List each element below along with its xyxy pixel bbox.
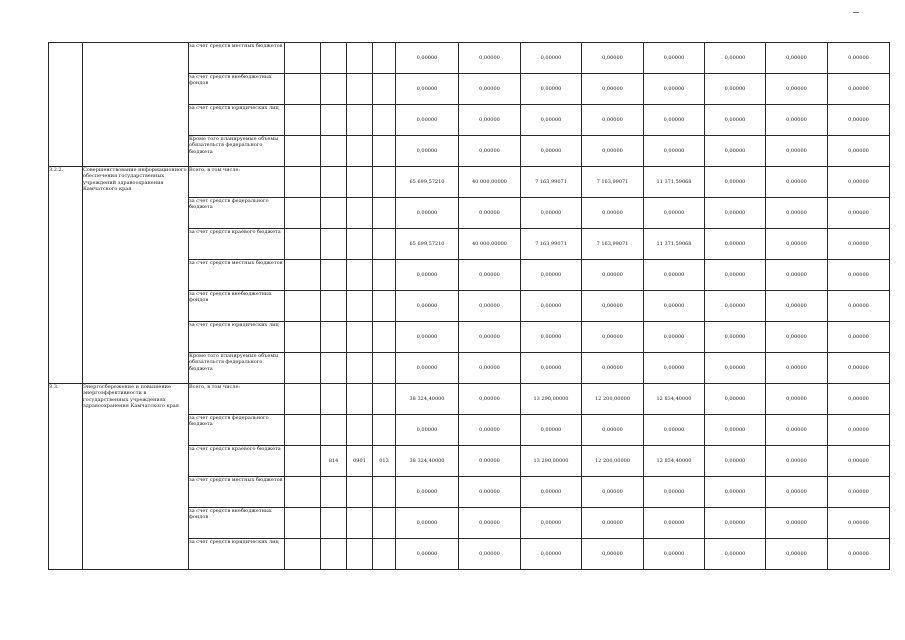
amount-cell: 0,00000 [582,105,644,136]
budget-code-cell [347,508,373,539]
budget-code-cell [321,477,347,508]
amount-cell: 0,00000 [705,508,766,539]
amount-cell: 0,00000 [582,43,644,74]
budget-code-cell [321,291,347,322]
budget-code-cell [347,74,373,105]
funding-source: за счет средств краевого бюджета [189,446,285,477]
budget-code-cell [347,167,373,198]
funding-source: за счет средств внебюджетных фондов [189,508,285,539]
amount-cell: 0,00000 [459,105,521,136]
amount-cell: 0,00000 [582,198,644,229]
amount-cell: 0,00000 [644,74,705,105]
funding-source: за счет средств юридических лиц [189,322,285,353]
amount-cell: 0,00000 [828,353,890,384]
amount-cell: 0,00000 [582,291,644,322]
amount-cell: 0,00000 [766,74,828,105]
amount-cell: 0,00000 [459,43,521,74]
amount-cell: 0,00000 [521,260,582,291]
amount-cell: 0,00000 [705,291,766,322]
budget-code-cell [321,136,347,167]
empty-cell [285,260,321,291]
amount-cell: 12 834,40000 [644,384,705,415]
amount-cell: 0,00000 [705,105,766,136]
amount-cell: 0,00000 [766,105,828,136]
budget-code-cell [373,167,396,198]
budget-code-cell [347,229,373,260]
amount-cell: 0,00000 [644,291,705,322]
amount-cell: 0,00000 [582,353,644,384]
amount-cell: 0,00000 [766,508,828,539]
budget-code-cell [347,260,373,291]
amount-cell: 0,00000 [828,384,890,415]
amount-cell: 0,00000 [828,477,890,508]
amount-cell: 0,00000 [766,167,828,198]
amount-cell: 0,00000 [828,291,890,322]
amount-cell: 40 000,00000 [459,229,521,260]
funding-source: Кроме того планируемые объемы обязательств федерального бюджета [189,353,285,384]
amount-cell: 0,00000 [396,291,459,322]
budget-code-cell [373,105,396,136]
amount-cell: 0,00000 [459,353,521,384]
budget-code-cell [373,74,396,105]
amount-cell: 0,00000 [521,136,582,167]
budget-code-cell [373,198,396,229]
budget-code-cell [321,508,347,539]
budget-code-cell [347,353,373,384]
budget-code-cell [321,260,347,291]
amount-cell: 0,00000 [582,136,644,167]
empty-cell [285,322,321,353]
budget-code-cell [321,384,347,415]
amount-cell: 0,00000 [766,229,828,260]
amount-cell: 0,00000 [396,539,459,570]
amount-cell: 65 699,57210 [396,167,459,198]
amount-cell: 0,00000 [459,198,521,229]
amount-cell: 7 163,99071 [521,229,582,260]
item-name: Совершенствование информационного обеспечения государственных учреждений здравоохранения Камчатского края [83,167,189,384]
budget-code-cell [347,384,373,415]
amount-cell: 0,00000 [521,43,582,74]
amount-cell: 12 834,40000 [644,446,705,477]
amount-cell: 0,00000 [828,322,890,353]
amount-cell: 0,00000 [521,322,582,353]
budget-code-cell [321,198,347,229]
budget-code-cell [373,508,396,539]
empty-cell [285,167,321,198]
item-code: 3.2.2. [49,167,83,384]
amount-cell: 7 163,99071 [521,167,582,198]
amount-cell: 0,00000 [396,260,459,291]
amount-cell: 0,00000 [705,322,766,353]
amount-cell: 0,00000 [705,477,766,508]
amount-cell: 0,00000 [521,539,582,570]
amount-cell: 0,00000 [582,477,644,508]
amount-cell: 0,00000 [521,291,582,322]
amount-cell: 0,00000 [705,136,766,167]
amount-cell: 0,00000 [396,415,459,446]
budget-code-cell [373,384,396,415]
funding-source: за счет средств местных бюджетов [189,260,285,291]
amount-cell: 0,00000 [766,322,828,353]
budget-code-cell [321,353,347,384]
budget-code-cell [373,260,396,291]
amount-cell: 0,00000 [644,539,705,570]
amount-cell: 0,00000 [828,446,890,477]
amount-cell: 0,00000 [396,322,459,353]
amount-cell: 0,00000 [459,384,521,415]
budget-code-cell: 814 [321,446,347,477]
amount-cell: 0,00000 [644,477,705,508]
budget-code-cell [321,322,347,353]
amount-cell: 0,00000 [521,477,582,508]
item-code [49,43,83,167]
amount-cell: 0,00000 [521,105,582,136]
amount-cell: 0,00000 [766,539,828,570]
budget-code-cell [373,322,396,353]
empty-cell [285,43,321,74]
amount-cell: 0,00000 [828,539,890,570]
amount-cell: 65 699,57210 [396,229,459,260]
funding-source: за счет средств местных бюджетов [189,477,285,508]
item-code: 3.3. [49,384,83,570]
budget-code-cell [321,43,347,74]
budget-code-cell [373,229,396,260]
amount-cell: 0,00000 [582,415,644,446]
amount-cell: 12 200,00000 [582,446,644,477]
table-row [49,384,890,415]
amount-cell: 0,00000 [521,74,582,105]
budget-code-cell [347,136,373,167]
amount-cell: 0,00000 [644,322,705,353]
amount-cell: 0,00000 [644,353,705,384]
amount-cell: 0,00000 [705,446,766,477]
item-name: Энергосбережение и повышение энергоэффективности в государственных учреждениях здравоохранения Камчатского края [83,384,189,570]
amount-cell: 0,00000 [644,105,705,136]
table-row [49,43,890,74]
budget-code-cell [321,167,347,198]
amount-cell: 0,00000 [828,508,890,539]
amount-cell: 0,00000 [396,508,459,539]
funding-source: Всего, в том числе: [189,167,285,198]
amount-cell: 0,00000 [828,136,890,167]
budget-code-cell: 013 [373,446,396,477]
amount-cell: 0,00000 [828,105,890,136]
amount-cell: 0,00000 [766,43,828,74]
amount-cell: 0,00000 [705,260,766,291]
amount-cell: 0,00000 [705,198,766,229]
amount-cell: 0,00000 [521,198,582,229]
amount-cell: 0,00000 [644,508,705,539]
amount-cell: 0,00000 [828,74,890,105]
funding-source: за счет средств внебюджетных фондов [189,74,285,105]
amount-cell: 0,00000 [766,136,828,167]
amount-cell: 0,00000 [396,353,459,384]
amount-cell: 13 290,00000 [521,446,582,477]
amount-cell: 0,00000 [766,384,828,415]
amount-cell: 0,00000 [828,43,890,74]
budget-code-cell [373,291,396,322]
amount-cell: 0,00000 [766,477,828,508]
amount-cell: 0,00000 [705,353,766,384]
amount-cell: 0,00000 [396,105,459,136]
amount-cell: 0,00000 [644,136,705,167]
budget-code-cell [321,415,347,446]
amount-cell: 7 163,99071 [582,229,644,260]
amount-cell: 12 200,00000 [582,384,644,415]
budget-code-cell [373,539,396,570]
budget-code-cell [347,415,373,446]
amount-cell: 0,00000 [396,136,459,167]
amount-cell: 0,00000 [828,229,890,260]
amount-cell: 0,00000 [644,415,705,446]
empty-cell [285,136,321,167]
amount-cell: 0,00000 [459,74,521,105]
amount-cell: 0,00000 [705,539,766,570]
empty-cell [285,291,321,322]
budget-code-cell [347,539,373,570]
amount-cell: 13 290,00000 [521,384,582,415]
funding-source: за счет средств федерального бюджета [189,415,285,446]
empty-cell [285,415,321,446]
empty-cell [285,477,321,508]
empty-cell [285,539,321,570]
amount-cell: 0,00000 [582,322,644,353]
amount-cell: 0,00000 [459,291,521,322]
amount-cell: 0,00000 [521,415,582,446]
amount-cell: 0,00000 [396,198,459,229]
amount-cell: 40 000,00000 [459,167,521,198]
amount-cell: 0,00000 [582,539,644,570]
table-body [49,43,890,570]
budget-code-cell [373,43,396,74]
empty-cell [285,508,321,539]
budget-code-cell [373,415,396,446]
amount-cell: 0,00000 [582,260,644,291]
empty-cell [285,446,321,477]
funding-source: за счет средств федерального бюджета [189,198,285,229]
amount-cell: 0,00000 [705,74,766,105]
amount-cell: 0,00000 [582,74,644,105]
amount-cell: 38 324,40000 [396,446,459,477]
amount-cell: 0,00000 [828,198,890,229]
budget-code-cell [321,229,347,260]
empty-cell [285,74,321,105]
amount-cell: 0,00000 [828,415,890,446]
budget-code-cell [347,291,373,322]
funding-source: за счет средств юридических лиц [189,539,285,570]
amount-cell: 0,00000 [644,43,705,74]
amount-cell: 0,00000 [766,446,828,477]
amount-cell: 0,00000 [828,167,890,198]
budget-code-cell [347,43,373,74]
budget-code-cell: 0901 [347,446,373,477]
amount-cell: 0,00000 [582,508,644,539]
item-name [83,43,189,167]
amount-cell: 0,00000 [644,198,705,229]
table-row [49,167,890,198]
budget-code-cell [347,198,373,229]
amount-cell: 0,00000 [521,508,582,539]
budget-code-cell [321,74,347,105]
amount-cell: 0,00000 [705,384,766,415]
budget-code-cell [321,539,347,570]
amount-cell: 0,00000 [705,43,766,74]
amount-cell: 0,00000 [459,136,521,167]
scan-mark [853,12,859,13]
empty-cell [285,353,321,384]
funding-source: Всего, в том числе: [189,384,285,415]
funding-source: за счет средств внебюджетных фондов [189,291,285,322]
budget-code-cell [373,477,396,508]
amount-cell: 0,00000 [459,415,521,446]
amount-cell: 11 371,59068 [644,229,705,260]
amount-cell: 0,00000 [396,74,459,105]
amount-cell: 0,00000 [766,291,828,322]
amount-cell: 0,00000 [766,260,828,291]
amount-cell: 0,00000 [459,508,521,539]
amount-cell: 0,00000 [705,415,766,446]
amount-cell: 0,00000 [644,260,705,291]
amount-cell: 0,00000 [396,477,459,508]
budget-code-cell [347,105,373,136]
amount-cell: 0,00000 [766,353,828,384]
funding-source: Кроме того планируемые объемы обязательств федерального бюджета [189,136,285,167]
funding-source: за счет средств краевого бюджета [189,229,285,260]
amount-cell: 0,00000 [766,198,828,229]
amount-cell: 0,00000 [705,167,766,198]
amount-cell: 0,00000 [459,322,521,353]
budget-code-cell [373,136,396,167]
amount-cell: 11 371,59068 [644,167,705,198]
budget-code-cell [373,353,396,384]
amount-cell: 0,00000 [459,260,521,291]
amount-cell: 0,00000 [459,477,521,508]
amount-cell: 0,00000 [521,353,582,384]
amount-cell: 0,00000 [396,43,459,74]
amount-cell: 0,00000 [828,260,890,291]
budget-table [48,42,890,570]
empty-cell [285,229,321,260]
empty-cell [285,198,321,229]
amount-cell: 7 163,99071 [582,167,644,198]
amount-cell: 0,00000 [459,539,521,570]
budget-code-cell [347,477,373,508]
funding-source: за счет средств местных бюджетов [189,43,285,74]
funding-source: за счет средств юридических лиц [189,105,285,136]
budget-code-cell [347,322,373,353]
amount-cell: 0,00000 [766,415,828,446]
amount-cell: 0,00000 [459,446,521,477]
empty-cell [285,105,321,136]
amount-cell: 38 324,40000 [396,384,459,415]
amount-cell: 0,00000 [705,229,766,260]
budget-code-cell [321,105,347,136]
empty-cell [285,384,321,415]
